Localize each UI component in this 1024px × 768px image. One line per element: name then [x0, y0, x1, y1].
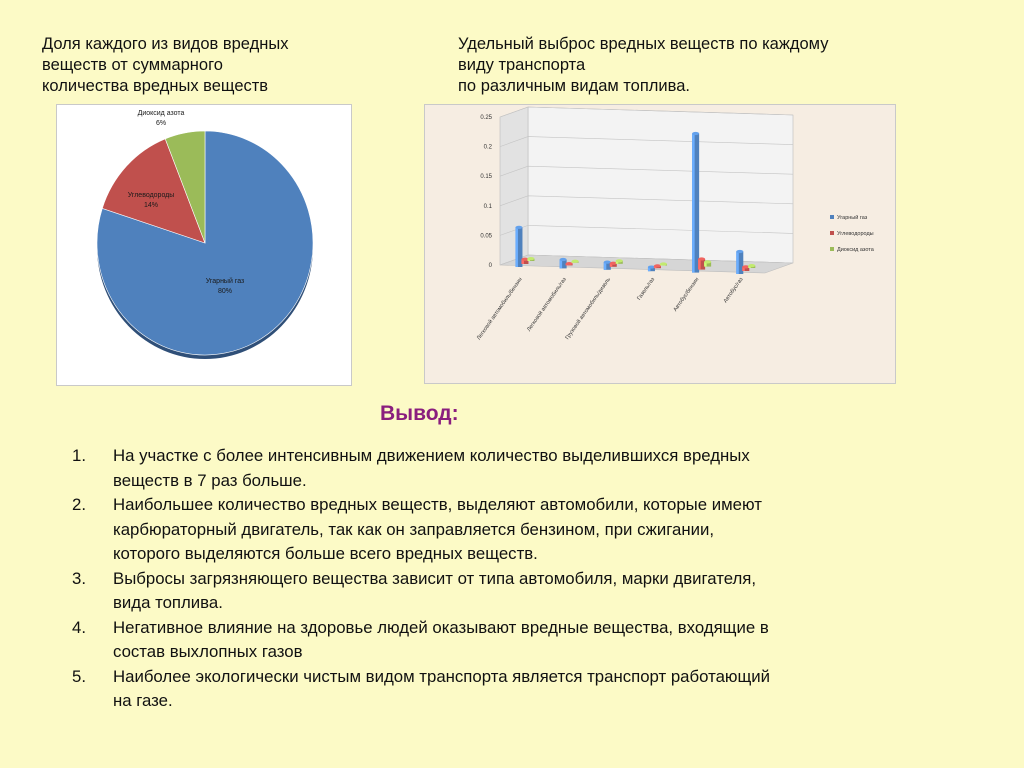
y-tick-label: 0.25	[480, 115, 492, 121]
bar-cap	[736, 250, 743, 253]
caption-line: Доля каждого из видов вредных	[42, 35, 289, 53]
y-tick-label: 0.1	[483, 203, 492, 210]
finding-text-line: Выбросы загрязняющего вещества зависит от типа автомобиля, марки двигателя,	[113, 568, 757, 588]
finding-item	[72, 665, 972, 714]
x-tick-label: Грузовой автомобиль/дизель	[564, 276, 613, 341]
pie-chart	[57, 105, 351, 385]
bar-chart-caption	[458, 34, 938, 97]
finding-number: 5.	[72, 666, 86, 686]
finding-number: 3.	[72, 568, 86, 588]
bar-cap	[521, 258, 528, 261]
chart-side-wall	[500, 107, 528, 265]
bar-highlight	[692, 133, 695, 272]
finding-text-line: на газе.	[113, 691, 173, 710]
pie-slice-percent: 6%	[155, 120, 167, 127]
caption-line: виду транспорта	[458, 56, 586, 74]
legend-label: Углеводороды	[837, 231, 874, 237]
bar-highlight	[515, 227, 518, 267]
x-tick-label: Легковой автомобиль/бензин	[476, 276, 524, 342]
bar-cap	[572, 260, 579, 263]
legend-label: Диоксид азота	[837, 247, 874, 253]
bar-cap	[604, 261, 611, 264]
bar-cap	[560, 258, 567, 261]
finding-text-line: Наиболее экологически чистым видом транспорта является транспорт работающий	[113, 666, 771, 686]
pie-chart-panel	[56, 104, 352, 386]
y-tick-label: 0.2	[483, 144, 492, 151]
legend-swatch	[830, 247, 834, 251]
chart-back-wall	[528, 107, 793, 263]
caption-line: веществ от суммарного	[42, 56, 223, 74]
caption-line: по различным видам топлива.	[458, 77, 690, 95]
finding-item	[72, 493, 972, 567]
finding-item	[72, 616, 972, 665]
bar-cap	[742, 265, 749, 268]
legend-swatch	[830, 215, 834, 219]
bar-chart	[425, 105, 895, 383]
bar-cap	[527, 257, 534, 260]
bar-chart-panel	[424, 104, 896, 384]
y-tick-label: 0.05	[480, 233, 492, 240]
finding-text-line: состав выхлопных газов	[113, 642, 303, 661]
pie-slice-label: Углеводороды	[127, 192, 175, 199]
finding-number: 4.	[72, 617, 86, 637]
finding-text-line: веществ в 7 раз больше.	[113, 470, 307, 490]
pie-slice-label: Диоксид азота	[137, 110, 185, 117]
legend-label: Угарный газ	[837, 215, 868, 221]
bar-cap	[616, 259, 623, 262]
finding-number: 2.	[72, 495, 86, 514]
finding-item	[72, 444, 972, 493]
bar-cap	[648, 265, 655, 268]
finding-text-line: карбюраторный двигатель, так как он заправляется бензином, при сжигании,	[113, 519, 715, 539]
bar-cap	[515, 226, 522, 229]
x-tick-label: Газель/газ	[636, 276, 657, 302]
x-tick-label: Автобус/бензин	[672, 276, 701, 313]
finding-text-line: вида топлива.	[113, 593, 223, 612]
conclusion-heading: Вывод:	[380, 402, 459, 425]
pie-slice-percent: 80%	[217, 288, 233, 295]
pie-slice-label: Угарный газ	[205, 278, 245, 285]
bar-cap	[654, 264, 661, 267]
bar-highlight	[736, 252, 739, 274]
caption-line: Удельный выброс вредных веществ по каждому	[458, 35, 829, 53]
legend-swatch	[830, 231, 834, 235]
y-tick-label: 0.15	[480, 174, 492, 181]
bar-cap	[610, 262, 617, 265]
x-tick-label: Автобус/газ	[722, 276, 745, 305]
y-tick-label: 0	[488, 263, 492, 269]
pie-slice-percent: 14%	[143, 202, 159, 209]
pie-chart-caption	[42, 34, 362, 97]
finding-text-line: Наибольшее количество вредных веществ, выделяют автомобили, которые имеют	[113, 495, 762, 514]
bar-cap	[566, 262, 573, 265]
bar-cap	[748, 264, 755, 267]
finding-text-line: которого выделяются больше всего вредных веществ.	[113, 544, 538, 563]
x-tick-label: Легковой автомобиль/газ	[526, 276, 568, 333]
bar-cap	[698, 257, 705, 260]
bar-cap	[660, 262, 667, 265]
caption-line: количества вредных веществ	[42, 77, 269, 95]
bar-highlight	[698, 259, 701, 270]
finding-item	[72, 567, 972, 616]
finding-text-line: На участке с более интенсивным движением количество выделившихся вредных	[113, 446, 750, 465]
bar-cap	[704, 260, 711, 263]
finding-number: 1.	[72, 446, 86, 465]
bar-cap	[692, 132, 699, 135]
findings-list	[72, 444, 972, 714]
finding-text-line: Негативное влияние на здоровье людей оказывают вредные вещества, входящие в	[113, 617, 769, 637]
